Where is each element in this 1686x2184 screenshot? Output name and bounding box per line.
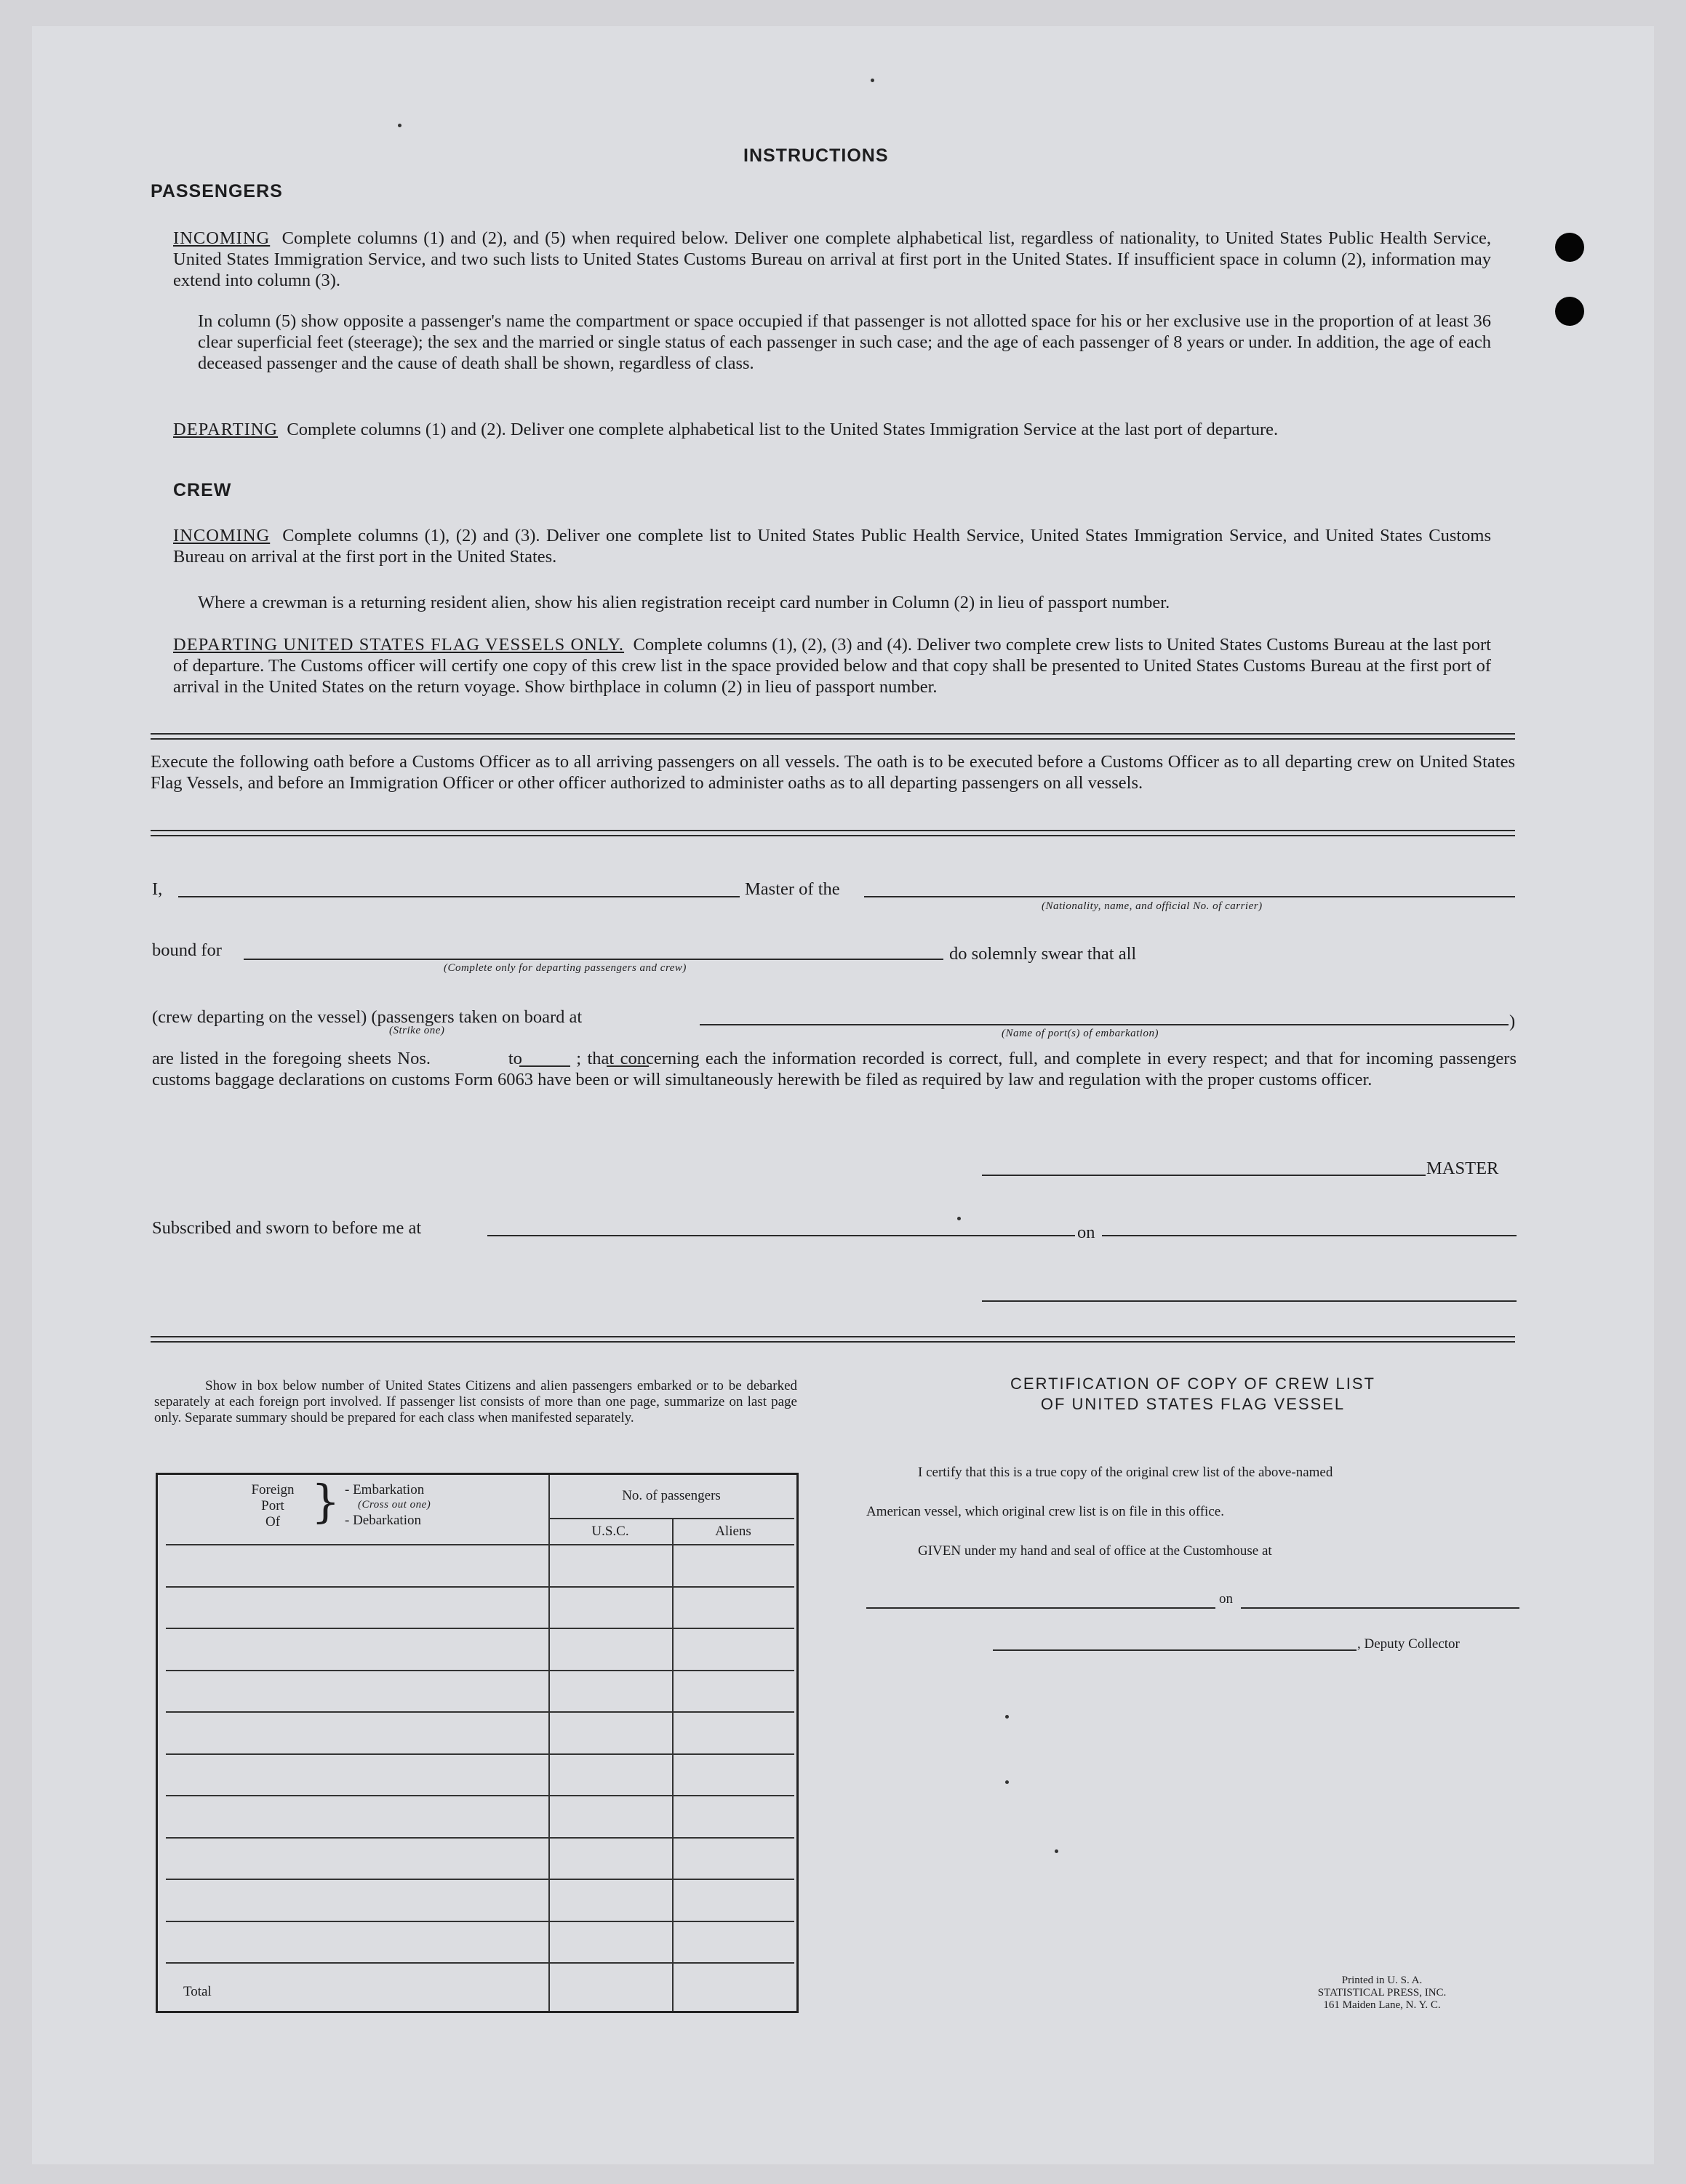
punch-hole-bottom — [1555, 297, 1584, 326]
certification-line-1: I certify that this is a true copy of the original crew list of the above-named — [918, 1465, 1333, 1480]
scan-speck — [398, 124, 401, 127]
double-rule-2 — [151, 830, 1515, 836]
scan-speck — [1005, 1780, 1009, 1784]
crew-departing-text: Complete columns (1), (2), (3) and (4). Deliver two complete crew lists to United States Customs Bureau at the last port of departure. The Customs officer will certify one copy of this crew list in the space provided below and that copy shall be presented to United States Customs Bureau at the first port of arrival in the United States on the return voyage. Show birthplace in column (2) in lieu of passport number. — [173, 635, 1491, 697]
table-row-line-3 — [166, 1628, 794, 1629]
certification-date-line[interactable] — [1241, 1607, 1519, 1609]
table-row-line-1 — [166, 1544, 794, 1545]
master-signature-line[interactable] — [982, 1175, 1426, 1176]
certification-title-1: CERTIFICATION OF COPY OF CREW LIST — [1010, 1375, 1375, 1393]
table-row-line-9 — [166, 1879, 794, 1880]
printer-imprint — [1273, 1975, 1491, 2012]
master-name-line[interactable] — [178, 896, 740, 897]
table-row-line-4 — [166, 1670, 794, 1671]
foreign-port-of-label — [240, 1482, 305, 1530]
oath-i-label: I, — [152, 879, 163, 899]
master-label: MASTER — [1426, 1159, 1499, 1178]
passengers-departing-paragraph — [173, 419, 1491, 440]
scan-speck — [1055, 1849, 1058, 1853]
master-of-label: Master of the — [745, 879, 840, 899]
double-rule-3 — [151, 1336, 1515, 1343]
passengers-column5-paragraph: In column (5) show opposite a passenger's name the compartment or space occupied if that passenger is not allotted space for his or her exclusive use in the proportion of at least 36 clear superficial feet (steerage); the sex and the married or single status of each passenger in such case; and the age of each passenger of 8 years or under. In addition, the age of each deceased passenger and the cause of death shall be shown, regardless of class. — [198, 311, 1491, 373]
customhouse-line[interactable] — [866, 1607, 1215, 1609]
passengers-departing-text: Complete columns (1) and (2). Deliver one complete alphabetical list to the United States Immigration Service at the last port of departure. — [287, 420, 1279, 439]
printer-line-3: 161 Maiden Lane, N. Y. C. — [1323, 1999, 1441, 2011]
printer-line-2: STATISTICAL PRESS, INC. — [1317, 1987, 1447, 1999]
debarkation-label: - Debarkation — [345, 1513, 421, 1528]
to-label: to — [508, 1049, 522, 1068]
table-header-split — [548, 1518, 794, 1519]
listed-text-2: ; that concerning each the information recorded is correct, full, and complete in every respect; and that for incoming passengers customs baggage declarations on customs Form 6063 have been or will simultaneously herewith be filed as required by law and regulation with the proper customs officer. — [152, 1049, 1517, 1089]
usc-header: U.S.C. — [591, 1524, 629, 1539]
subscribed-on-label: on — [1077, 1223, 1095, 1242]
instructions-title: INSTRUCTIONS — [743, 145, 889, 166]
of-label: Of — [265, 1514, 281, 1529]
table-row-line-11 — [166, 1962, 794, 1964]
punch-hole-top — [1555, 233, 1584, 262]
scan-speck — [957, 1217, 961, 1220]
deputy-signature-line[interactable] — [993, 1649, 1357, 1651]
crew-incoming-label: INCOMING — [173, 526, 271, 545]
crew-departing-label: DEPARTING UNITED STATES FLAG VESSELS ONLY. — [173, 635, 625, 655]
swear-label: do solemnly swear that all — [949, 944, 1137, 964]
carrier-caption: (Nationality, name, and official No. of carrier) — [1042, 900, 1263, 912]
sheet-no-from-line[interactable] — [519, 1065, 570, 1067]
bound-for-line[interactable] — [244, 959, 943, 960]
double-rule-1 — [151, 733, 1515, 740]
crew-resident-paragraph: Where a crewman is a returning resident alien, show his alien registration receipt card number in Column (2) in lieu of passport number. — [198, 593, 1170, 612]
passenger-summary-table — [156, 1473, 799, 2013]
subscribed-label: Subscribed and sworn to before me at — [152, 1218, 422, 1238]
port-label: Port — [261, 1498, 284, 1513]
cross-out-caption: (Cross out one) — [358, 1499, 431, 1511]
table-row-line-8 — [166, 1837, 794, 1839]
table-row-line-10 — [166, 1921, 794, 1922]
listed-paragraph — [152, 1048, 1517, 1090]
embarkation-caption: (Name of port(s) of embarkation) — [1002, 1028, 1159, 1039]
certification-title-2: OF UNITED STATES FLAG VESSEL — [1040, 1395, 1346, 1413]
table-row-line-6 — [166, 1753, 794, 1755]
certification-on-label: on — [1219, 1591, 1233, 1607]
certification-line-3: GIVEN under my hand and seal of office at the Customhouse at — [918, 1543, 1272, 1559]
subscribed-place-line[interactable] — [487, 1235, 1075, 1236]
officer-signature-line[interactable] — [982, 1300, 1517, 1302]
crew-incoming-paragraph — [173, 525, 1491, 567]
passengers-heading: PASSENGERS — [151, 181, 283, 201]
close-paren: ) — [1509, 1012, 1516, 1031]
passengers-incoming-paragraph — [173, 228, 1491, 291]
strike-caption: (Strike one) — [389, 1025, 445, 1036]
table-divider-1 — [548, 1475, 550, 2011]
summary-note: Show in box below number of United States Citizens and alien passengers embarked or to be debarked separately at each foreign port involved. If passenger list consists of more than one page, summarize on last page only. Separate summary should be prepared for each class when manifested separately. — [154, 1378, 797, 1425]
crew-heading: CREW — [173, 480, 232, 500]
table-row-line-2 — [166, 1586, 794, 1588]
embarkation-label: - Embarkation — [345, 1482, 425, 1497]
passengers-incoming-label: INCOMING — [173, 228, 271, 248]
embarkation-port-line[interactable] — [700, 1024, 1509, 1025]
listed-text-1: are listed in the foregoing sheets Nos. — [152, 1049, 431, 1068]
deputy-collector-label: , Deputy Collector — [1357, 1636, 1460, 1652]
subscribed-date-line[interactable] — [1102, 1235, 1517, 1236]
passengers-incoming-text: Complete columns (1) and (2), and (5) when required below. Deliver one complete alphabetical list, regardless of nationality, to United States Public Health Service, United States Immigration Service, and two such lists to United States Customs Bureau on arrival at first port in the United States. If insufficient space in column (2), information may extend into column (3). — [173, 228, 1492, 290]
scan-speck — [871, 79, 874, 82]
aliens-header: Aliens — [715, 1524, 751, 1539]
passengers-departing-label: DEPARTING — [173, 420, 279, 439]
table-row-line-7 — [166, 1795, 794, 1796]
no-passengers-header: No. of passengers — [622, 1488, 721, 1503]
carrier-line[interactable] — [864, 896, 1515, 897]
sheet-no-to-line[interactable] — [607, 1065, 649, 1067]
table-divider-2 — [672, 1518, 674, 2011]
printer-line-1: Printed in U. S. A. — [1341, 1975, 1423, 1986]
crew-departing-paragraph — [173, 634, 1491, 697]
foreign-label: Foreign — [251, 1482, 295, 1497]
brace-icon: } — [311, 1475, 340, 1528]
scan-speck — [1005, 1715, 1009, 1719]
bound-for-label: bound for — [152, 940, 222, 960]
oath-intro: Execute the following oath before a Customs Officer as to all arriving passengers on all vessels. The oath is to be executed before a Customs Officer as to all departing crew on United States Flag Vessels, and before an Immigration Officer or other officer authorized to administer oaths as to all departing passengers on all vessels. — [151, 752, 1515, 793]
certification-line-2: American vessel, which original crew list is on file in this office. — [866, 1504, 1224, 1519]
bound-for-caption: (Complete only for departing passengers and crew) — [444, 962, 687, 974]
crew-departing-choice: (crew departing on the vessel) (passengers taken on board at — [152, 1007, 583, 1027]
total-label: Total — [183, 1984, 212, 1999]
table-row-line-5 — [166, 1711, 794, 1713]
crew-incoming-text: Complete columns (1), (2) and (3). Deliver one complete list to United States Public Health Service, United States Immigration Service, and United States Customs Bureau on arrival at the first port in the United States. — [173, 526, 1491, 567]
